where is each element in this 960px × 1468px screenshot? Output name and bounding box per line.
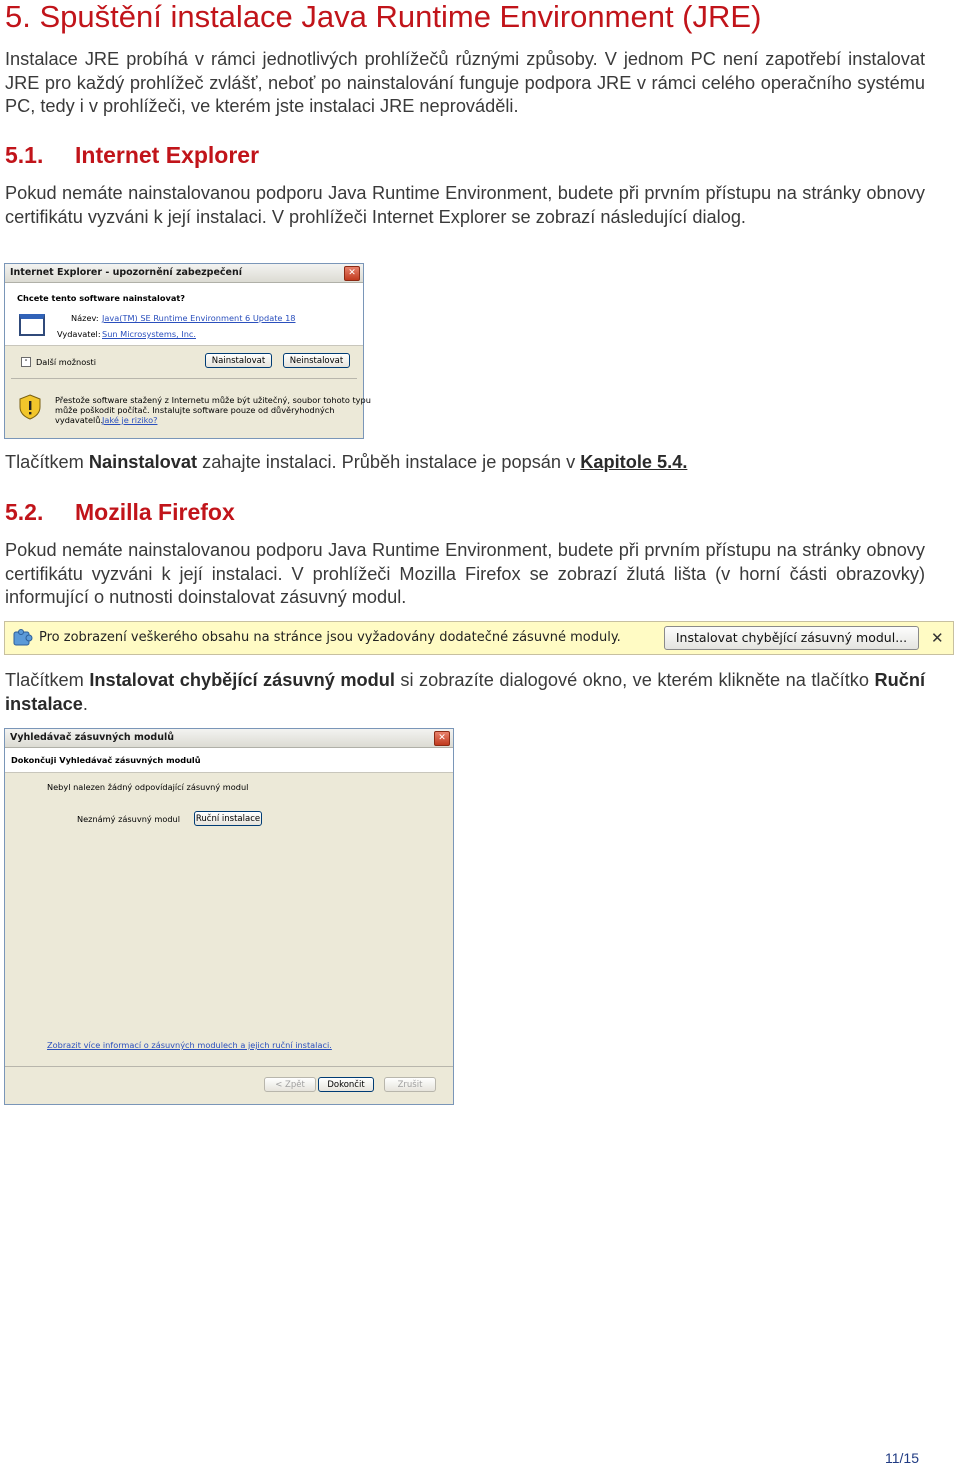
manual-install-button[interactable]: Ruční instalace — [194, 811, 262, 826]
plugin-notification-bar — [4, 621, 954, 655]
expand-icon[interactable]: ˅ — [21, 357, 31, 367]
text-span: zahajte instalaci. Průběh instalace je popsán v — [197, 452, 581, 472]
section-heading-ie — [5, 142, 259, 169]
section-title: Internet Explorer — [75, 142, 260, 168]
bold-span: Instalovat chybějící zásuvný modul — [89, 670, 395, 690]
dont-install-button[interactable]: Neinstalovat — [283, 353, 350, 368]
warning-line-2: může poškodit počítač. Instalujte software pouze od důvěryhodných — [55, 405, 335, 415]
dialog-titlebar — [5, 264, 363, 283]
publisher-label: Vydavatel: — [57, 329, 101, 339]
install-button[interactable]: Nainstalovat — [205, 353, 272, 368]
section-heading-ff — [5, 499, 235, 526]
ie-after-paragraph — [5, 451, 925, 475]
section-number: 5.1. — [5, 142, 44, 168]
close-icon[interactable]: ✕ — [344, 266, 360, 281]
risk-link[interactable]: Jaké je riziko? — [102, 415, 158, 425]
ff-paragraph: Pokud nemáte nainstalovanou podporu Java Runtime Environment, budete při prvním přístupu na stránky obnovy certifikátu vyzváni k její instalaci. V prohlížeči Mozilla Firefox se zobrazí žlutá lišta (v horní části obrazovky) informující o nutnosti doinstalovat zásuvný modul. — [5, 540, 925, 608]
dialog-title: Internet Explorer - upozornění zabezpečení — [10, 267, 243, 278]
text-span: si zobrazíte dialogové okno, ve kterém klikněte na tlačítko — [394, 670, 875, 690]
text-span: . — [82, 693, 88, 714]
unknown-plugin-text: Neznámý zásuvný modul — [77, 814, 180, 824]
dialog-title: Vyhledávač zásuvných modulů — [10, 732, 174, 743]
section-number: 5.2. — [5, 499, 44, 525]
puzzle-icon — [13, 629, 35, 647]
more-options-link[interactable]: Další možnosti — [36, 357, 96, 367]
ie-security-dialog — [4, 263, 371, 439]
dialog-heading: Dokončuji Vyhledávač zásuvných modulů — [11, 755, 201, 765]
chapter-link[interactable]: Kapitole 5.4. — [580, 452, 688, 472]
warning-line-1: Přestože software stažený z Internetu může být užitečný, soubor tohoto typu — [55, 395, 371, 405]
finish-button[interactable]: Dokončit — [318, 1077, 374, 1092]
divider — [11, 378, 357, 379]
bold-span: Ruční instalace — [5, 670, 925, 714]
text-span: Tlačítkem — [5, 452, 89, 472]
section-title: Mozilla Firefox — [75, 499, 235, 525]
dialog-question: Chcete tento software nainstalovat? — [17, 293, 186, 303]
shield-warning-icon — [19, 394, 41, 420]
intro-paragraph: Instalace JRE probíhá v rámci jednotlivých prohlížečů různými způsoby. V jednom PC není zapotřebí instalovat JRE pro každý prohlížeč zvlášť, neboť po nainstalování funguje podpora JRE v rámci celého operačního systému PC, tedy i v prohlížeči, ve kterém jste instalaci JRE neprováděli. — [5, 49, 925, 117]
plugin-finder-dialog — [4, 728, 454, 1105]
program-icon — [19, 314, 45, 336]
publisher-link[interactable]: Sun Microsystems, Inc. — [102, 329, 196, 339]
cancel-button[interactable]: Zrušit — [384, 1077, 436, 1092]
back-button[interactable]: < Zpět — [264, 1077, 316, 1092]
ie-paragraph: Pokud nemáte nainstalovanou podporu Java Runtime Environment, budete při prvním přístupu na stránky obnovy certifikátu vyzváni k její instalaci. V prohlížeči Internet Explorer se zobrazí následující dialog. — [5, 183, 925, 227]
more-info-link[interactable]: Zobrazit více informací o zásuvných modulech a jejich ruční instalaci. — [47, 1040, 332, 1050]
divider — [5, 1066, 453, 1067]
bar-message: Pro zobrazení veškerého obsahu na stránce jsou vyžadovány dodatečné zásuvné moduly. — [39, 630, 621, 645]
dialog-header — [5, 748, 453, 773]
text-span: Tlačítkem — [5, 670, 90, 690]
name-label: Název: — [71, 313, 99, 323]
page-number: 11/15 — [885, 1450, 919, 1466]
warning-line-3: vydavatelů. — [55, 415, 104, 425]
bold-span: Nainstalovat — [88, 452, 198, 472]
dialog-titlebar — [5, 729, 453, 748]
close-icon[interactable]: ✕ — [931, 629, 944, 647]
name-link[interactable]: Java(TM) SE Runtime Environment 6 Update 18 — [102, 313, 296, 323]
close-icon[interactable]: ✕ — [434, 731, 450, 746]
install-missing-plugin-button[interactable]: Instalovat chybějící zásuvný modul... — [664, 626, 919, 650]
ff-after-paragraph — [5, 669, 925, 716]
no-plugin-text: Nebyl nalezen žádný odpovídající zásuvný modul — [47, 782, 249, 792]
page-title: 5. Spuštění instalace Java Runtime Environment (JRE) — [5, 0, 762, 34]
